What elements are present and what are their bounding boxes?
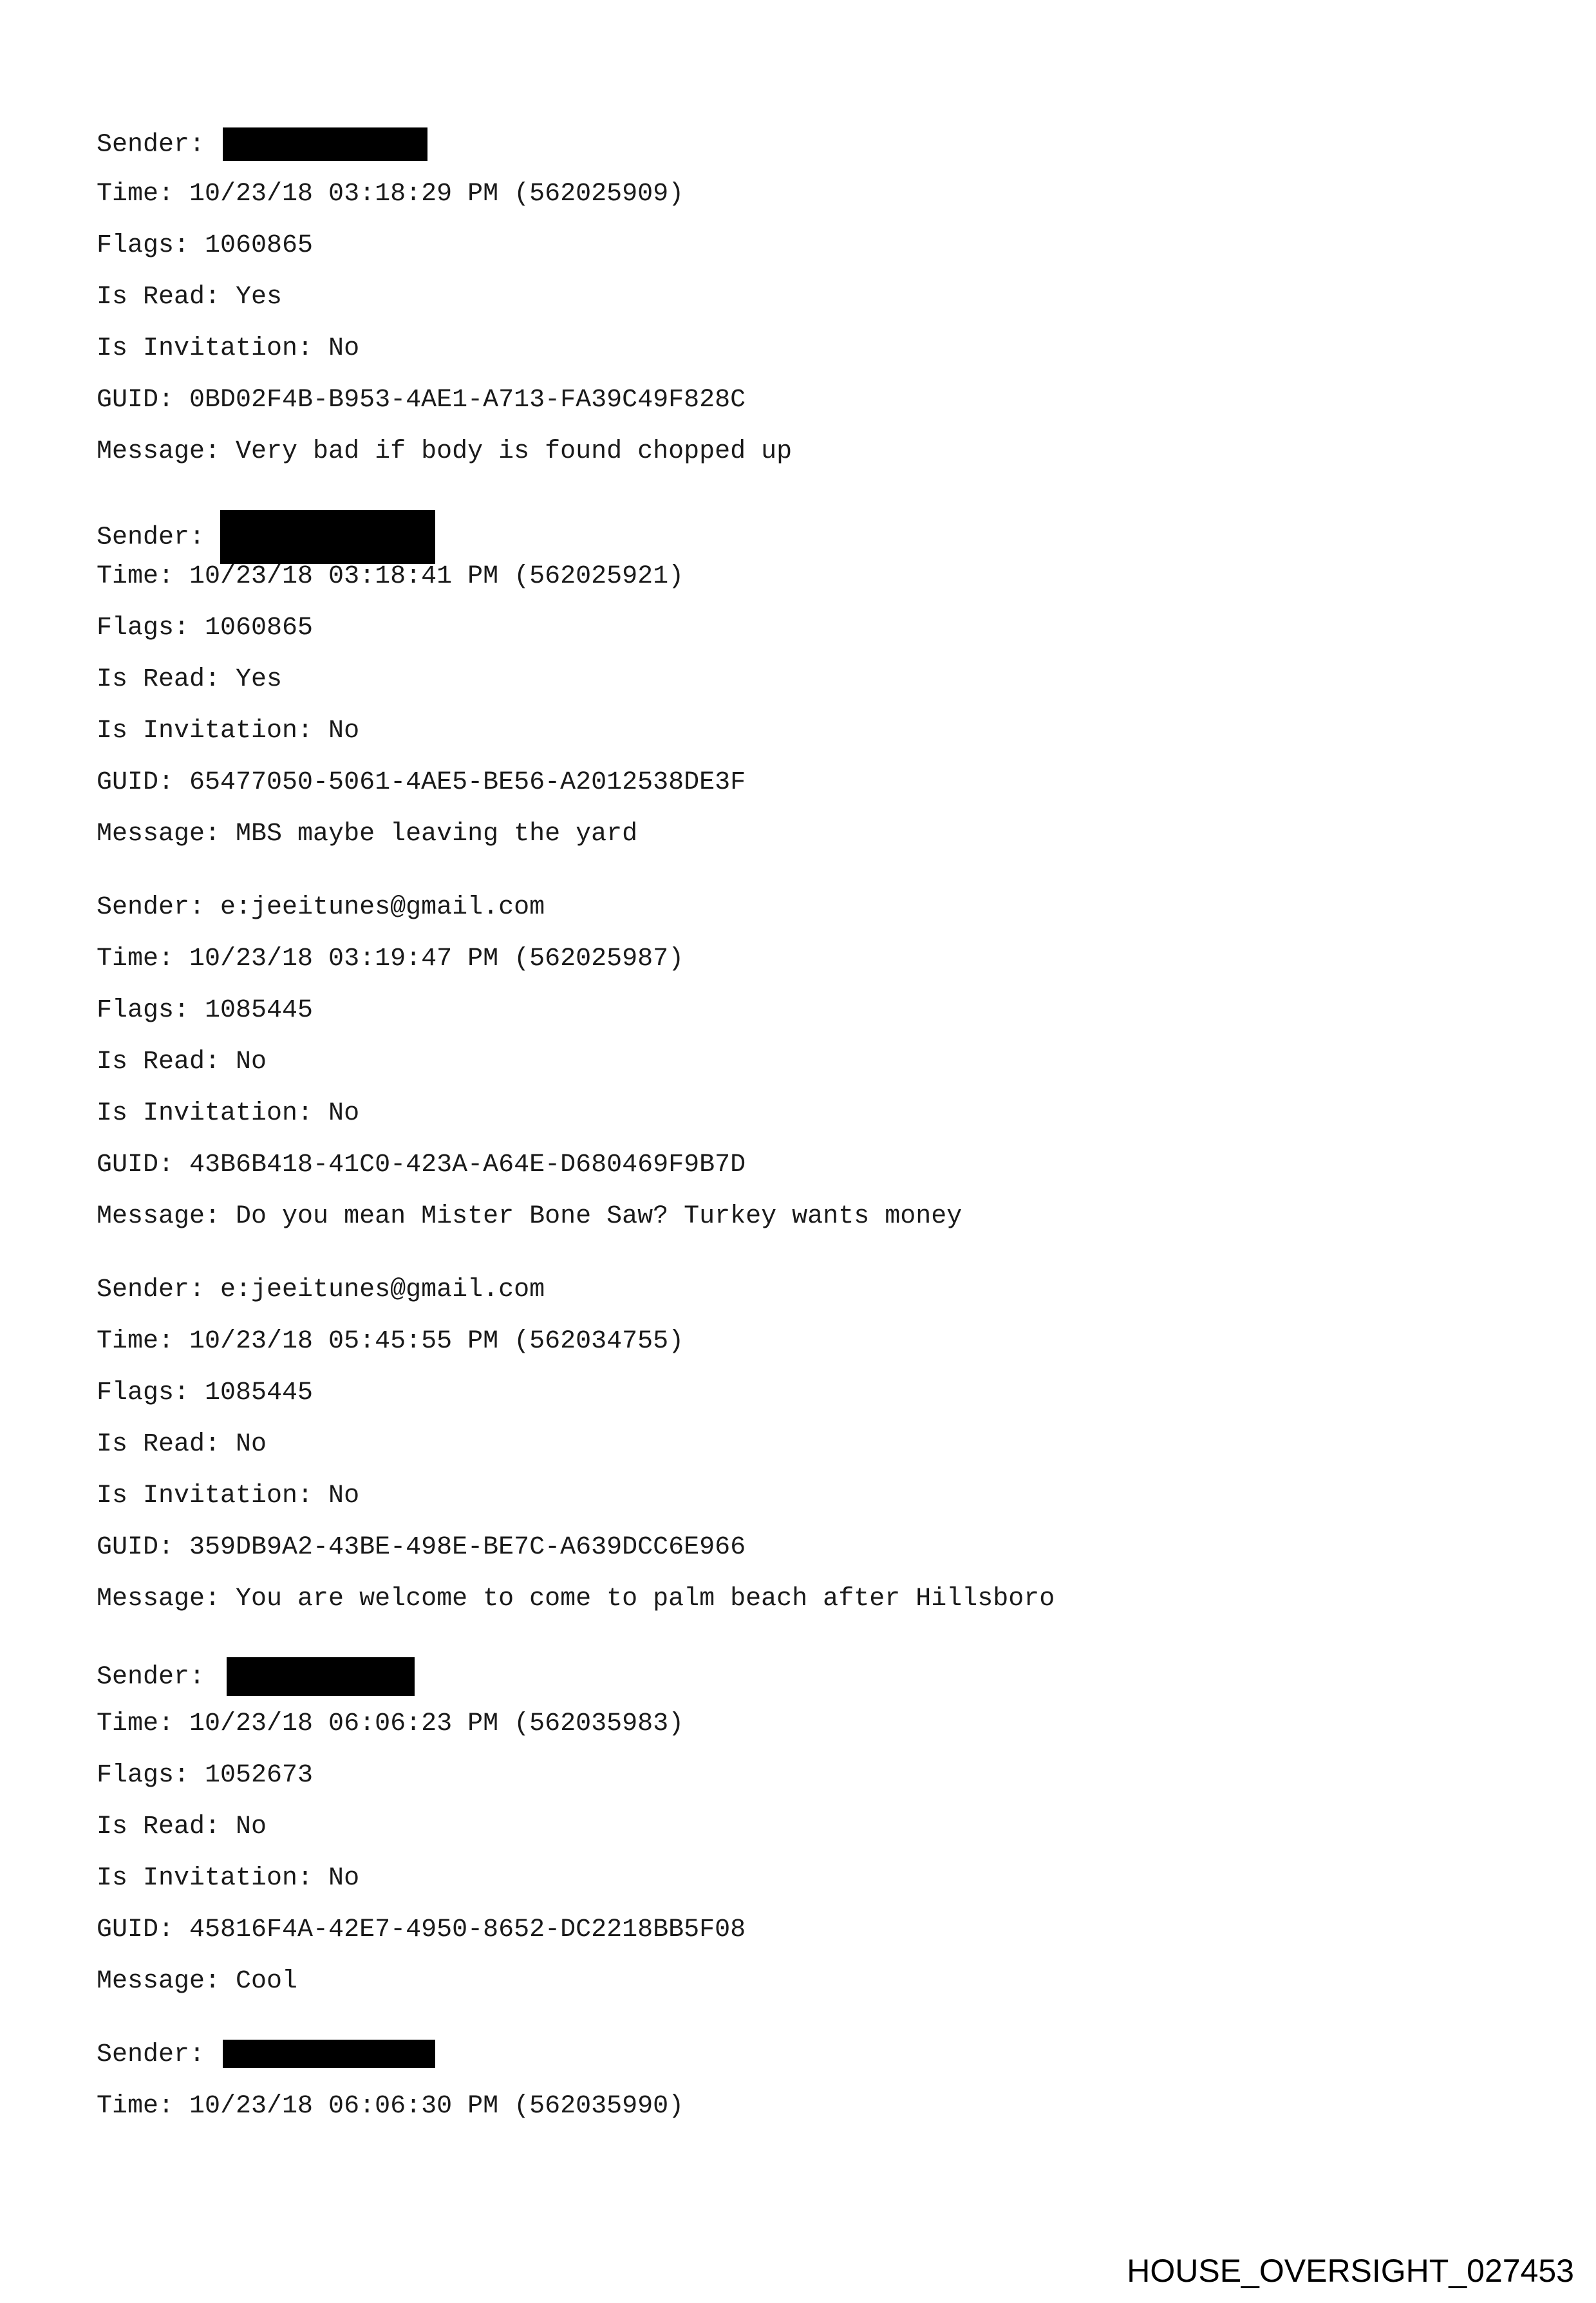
message-line: Message: MBS maybe leaving the yard [97, 820, 638, 849]
sender-line [97, 892, 545, 923]
redaction-block [220, 510, 435, 564]
redaction-block [223, 2040, 435, 2068]
time-line: Time: 10/23/18 03:18:29 PM (562025909) [97, 180, 684, 209]
is-read-line: Is Read: No [97, 1812, 267, 1841]
flags-line: Flags: 1085445 [97, 1378, 314, 1407]
message-line: Message: You are welcome to come to palm beach after Hillsboro [97, 1584, 1055, 1613]
time-line: Time: 10/23/18 05:45:55 PM (562034755) [97, 1327, 684, 1356]
message-line: Message: Cool [97, 1967, 298, 1996]
time-line: Time: 10/23/18 03:18:41 PM (562025921) [97, 562, 684, 591]
guid-line: GUID: 359DB9A2-43BE-498E-BE7C-A639DCC6E966 [97, 1533, 746, 1562]
message-line: Message: Do you mean Mister Bone Saw? Turkey wants money [97, 1202, 962, 1231]
flags-line: Flags: 1060865 [97, 231, 314, 260]
sender-value: e:jeeitunes@gmail.com [220, 893, 545, 922]
sender-label: Sender: [97, 1662, 221, 1692]
is-invitation-line: Is Invitation: No [97, 334, 360, 363]
is-invitation-line: Is Invitation: No [97, 1864, 360, 1893]
flags-line: Flags: 1052673 [97, 1761, 314, 1790]
is-read-line: Is Read: No [97, 1430, 267, 1459]
bates-number: HOUSE_OVERSIGHT_027453 [1127, 2253, 1574, 2289]
guid-line: GUID: 43B6B418-41C0-423A-A64E-D680469F9B7D [97, 1151, 746, 1180]
flags-line: Flags: 1060865 [97, 614, 314, 643]
time-line: Time: 10/23/18 06:06:30 PM (562035990) [97, 2092, 684, 2121]
time-line: Time: 10/23/18 06:06:23 PM (562035983) [97, 1709, 684, 1738]
is-read-line: Is Read: Yes [97, 283, 283, 312]
is-read-line: Is Read: No [97, 1048, 267, 1076]
sender-label: Sender: [97, 130, 221, 160]
message-line: Message: Very bad if body is found chopped up [97, 437, 793, 466]
redaction-block [227, 1657, 415, 1696]
sender-line [97, 2040, 435, 2071]
sender-line [97, 127, 427, 161]
sender-value: e:jeeitunes@gmail.com [220, 1275, 545, 1304]
sender-label: Sender: [97, 523, 221, 552]
guid-line: GUID: 45816F4A-42E7-4950-8652-DC2218BB5F08 [97, 1915, 746, 1944]
sender-line [97, 1275, 545, 1306]
time-line: Time: 10/23/18 03:19:47 PM (562025987) [97, 945, 684, 973]
sender-label: Sender: [97, 893, 221, 922]
sender-label: Sender: [97, 1275, 221, 1304]
is-invitation-line: Is Invitation: No [97, 1099, 360, 1128]
redaction-block [223, 127, 427, 161]
flags-line: Flags: 1085445 [97, 996, 314, 1025]
is-invitation-line: Is Invitation: No [97, 1481, 360, 1510]
sender-line [97, 510, 435, 564]
guid-line: GUID: 65477050-5061-4AE5-BE56-A2012538DE3F [97, 768, 746, 797]
sender-line [97, 1657, 415, 1696]
guid-line: GUID: 0BD02F4B-B953-4AE1-A713-FA39C49F828C [97, 386, 746, 415]
sender-label: Sender: [97, 2040, 221, 2069]
is-invitation-line: Is Invitation: No [97, 717, 360, 746]
is-read-line: Is Read: Yes [97, 665, 283, 694]
